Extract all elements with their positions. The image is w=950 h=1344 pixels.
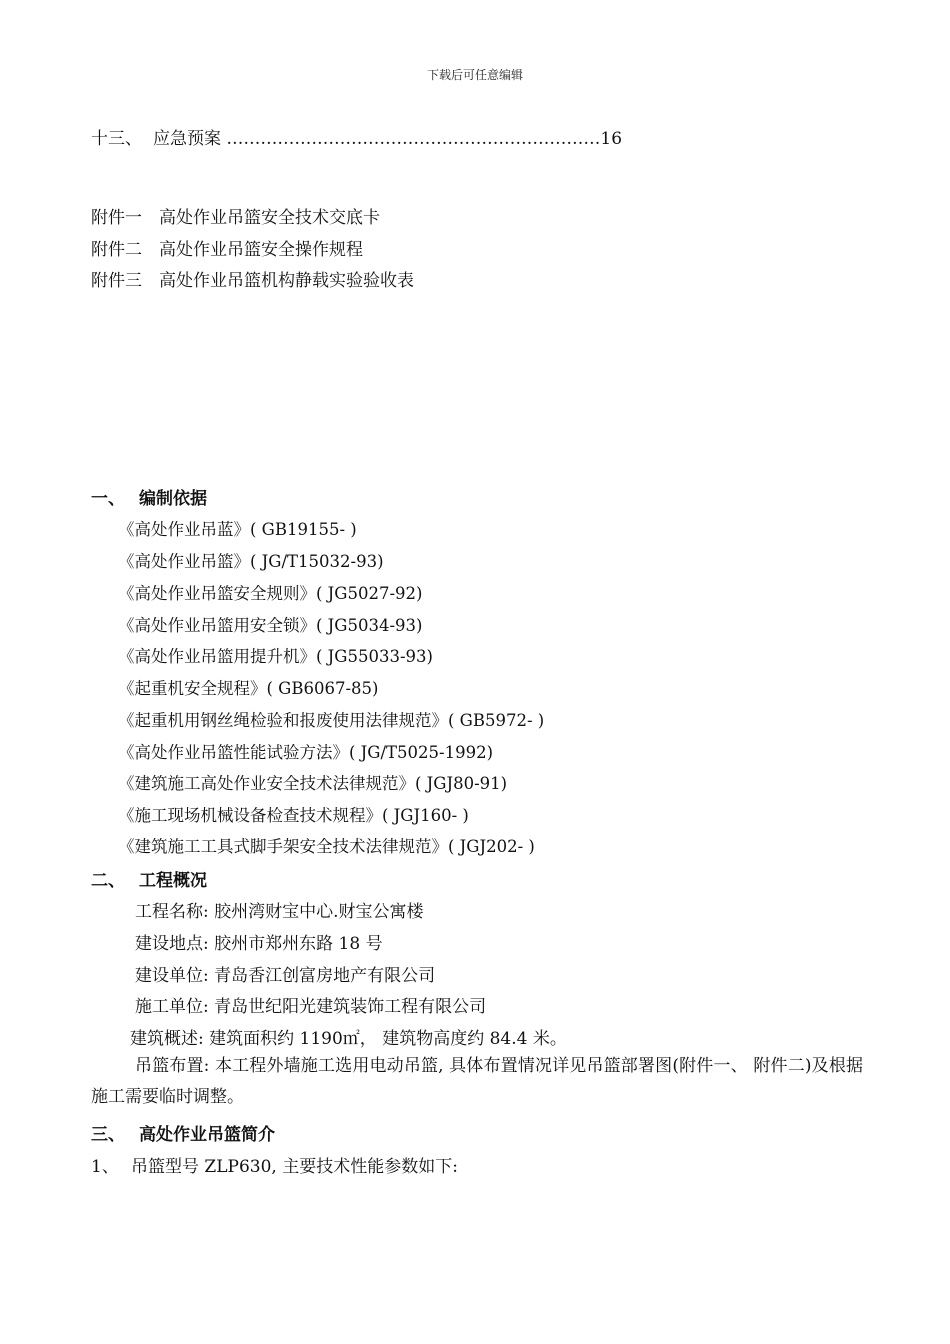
basket-layout-paragraph: 吊篮布置: 本工程外墙施工选用电动吊篮, 具体布置情况详见吊篮部署图(附件一、 附件二)及根据施工需要临时调整。 — [91, 1056, 863, 1107]
annex-label: 附件三 — [91, 271, 142, 291]
annex-title: 高处作业吊篮安全操作规程 — [159, 240, 363, 260]
page-header: 下载后可任意编辑 — [426, 68, 523, 82]
annex-item — [91, 266, 414, 291]
toc-entry — [91, 124, 691, 149]
reference-item: 《高处作业吊篮安全规则》( JG5027-92) — [118, 584, 423, 603]
section-heading — [91, 484, 207, 509]
section-heading — [91, 1120, 275, 1145]
annex-title: 高处作业吊篮机构静载实验验收表 — [159, 271, 414, 291]
reference-item: 《高处作业吊篮性能试验方法》( JG/T5025-1992) — [118, 743, 494, 762]
reference-item: 《起重机安全规程》( GB6067-85) — [118, 679, 379, 698]
owner-unit: 建设单位: 青岛香江创富房地产有限公司 — [135, 966, 436, 986]
list-item-number: 1、 — [91, 1157, 119, 1177]
contractor-unit: 施工单位: 青岛世纪阳光建筑装饰工程有限公司 — [135, 997, 487, 1017]
annex-label: 附件二 — [91, 240, 142, 260]
reference-item: 《高处作业吊篮》( JG/T15032-93) — [118, 552, 384, 571]
section-number: 三、 — [91, 1125, 125, 1145]
construction-location: 建设地点: 胶州市郑州东路 18 号 — [135, 934, 383, 954]
toc-entry-title: 应急预案 — [153, 129, 221, 149]
section-title: 工程概况 — [139, 871, 207, 891]
reference-item: 《建筑施工工具式脚手架安全技术法律规范》( JGJ202- ) — [118, 837, 535, 856]
toc-entry-number: 十三、 — [91, 129, 142, 149]
section-title: 编制依据 — [139, 489, 207, 509]
annex-label: 附件一 — [91, 208, 142, 228]
reference-item: 《高处作业吊蓝》( GB19155- ) — [118, 520, 357, 539]
building-overview: 建筑概述: 建筑面积约 1190㎡， 建筑物高度约 84.4 米。 — [130, 1029, 567, 1049]
annex-item — [91, 235, 363, 260]
reference-item: 《施工现场机械设备检查技术规程》( JGJ160- ) — [118, 806, 469, 825]
list-item-text: 吊篮型号 ZLP630, 主要技术性能参数如下: — [131, 1157, 458, 1177]
list-item — [91, 1152, 458, 1177]
section-title: 高处作业吊篮简介 — [139, 1125, 275, 1145]
reference-item: 《高处作业吊篮用安全锁》( JG5034-93) — [118, 616, 423, 635]
reference-item: 《起重机用钢丝绳检验和报废使用法律规范》( GB5972- ) — [118, 711, 545, 730]
toc-leader-dots: ………………………………………………………… — [226, 129, 601, 149]
section-number: 二、 — [91, 871, 125, 891]
annex-item — [91, 203, 380, 228]
annex-title: 高处作业吊篮安全技术交底卡 — [159, 208, 380, 228]
toc-entry-page: 16 — [600, 129, 623, 149]
section-heading — [91, 866, 207, 891]
section-number: 一、 — [91, 489, 125, 509]
reference-item: 《建筑施工高处作业安全技术法律规范》( JGJ80-91) — [118, 774, 508, 793]
reference-item: 《高处作业吊篮用提升机》( JG55033-93) — [118, 647, 433, 666]
project-name: 工程名称: 胶州湾财宝中心.财宝公寓楼 — [135, 902, 424, 922]
